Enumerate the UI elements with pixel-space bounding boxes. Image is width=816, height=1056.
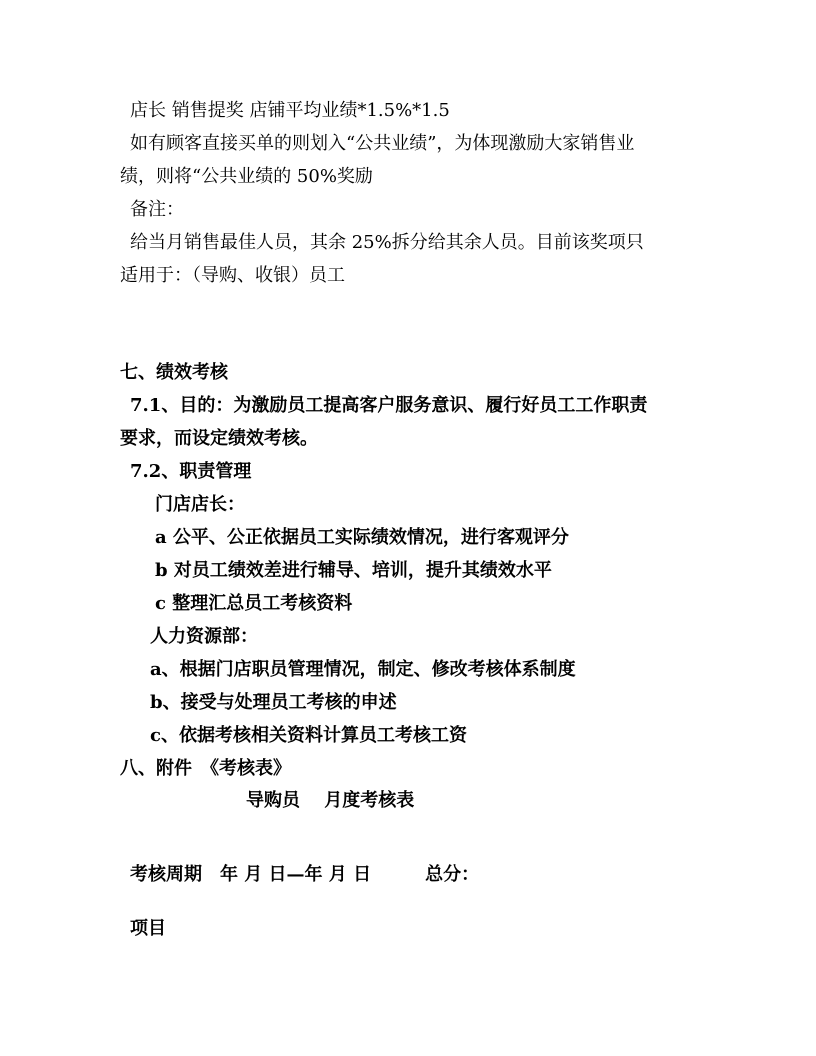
appraisal-period-and-total: 考核周期 年 月 日—年 月 日 总分： <box>130 864 480 885</box>
section-7-1-line-2: 要求，而设定绩效考核。 <box>120 428 318 449</box>
store-manager-duty-c: c 整理汇总员工考核资料 <box>155 593 353 614</box>
hr-duty-a: a、根据门店职员管理情况，制定、修改考核体系制度 <box>150 659 576 680</box>
remarks-paragraph-line-2: 适用于：（导购、收银）员工 <box>120 265 345 286</box>
hr-duty-b: b、接受与处理员工考核的申述 <box>150 692 397 713</box>
item-label: 项目 <box>130 918 166 939</box>
remarks-label: 备注： <box>130 199 184 220</box>
public-performance-paragraph-line-1: 如有顾客直接买单的则划入“公共业绩”，为体现激励大家销售业 <box>130 133 635 154</box>
section-8-heading: 八、附件 《考核表》 <box>120 758 291 779</box>
section-7-1-line-1: 7.1、目的：为激励员工提高客户服务意识、履行好员工工作职责 <box>130 395 648 416</box>
hr-department-label: 人力资源部： <box>150 626 258 647</box>
store-manager-duty-b: b 对员工绩效差进行辅导、培训，提升其绩效水平 <box>155 560 552 581</box>
store-manager-duty-a: a 公平、公正依据员工实际绩效情况，进行客观评分 <box>155 527 569 548</box>
hr-duty-c: c、依据考核相关资料计算员工考核工资 <box>150 725 467 746</box>
appraisal-form-title: 导购员 月度考核表 <box>246 790 415 811</box>
commission-line-store-manager: 店长 销售提奖 店铺平均业绩*1.5%*1.5 <box>130 100 450 121</box>
section-7-heading: 七、绩效考核 <box>120 362 228 383</box>
public-performance-paragraph-line-2: 绩，则将“公共业绩的 50%奖励 <box>120 166 373 187</box>
store-manager-label: 门店店长： <box>155 494 245 515</box>
remarks-paragraph-line-1: 给当月销售最佳人员，其余 25%拆分给其余人员。目前该奖项只 <box>130 232 644 253</box>
section-7-2-heading: 7.2、职责管理 <box>130 461 252 482</box>
